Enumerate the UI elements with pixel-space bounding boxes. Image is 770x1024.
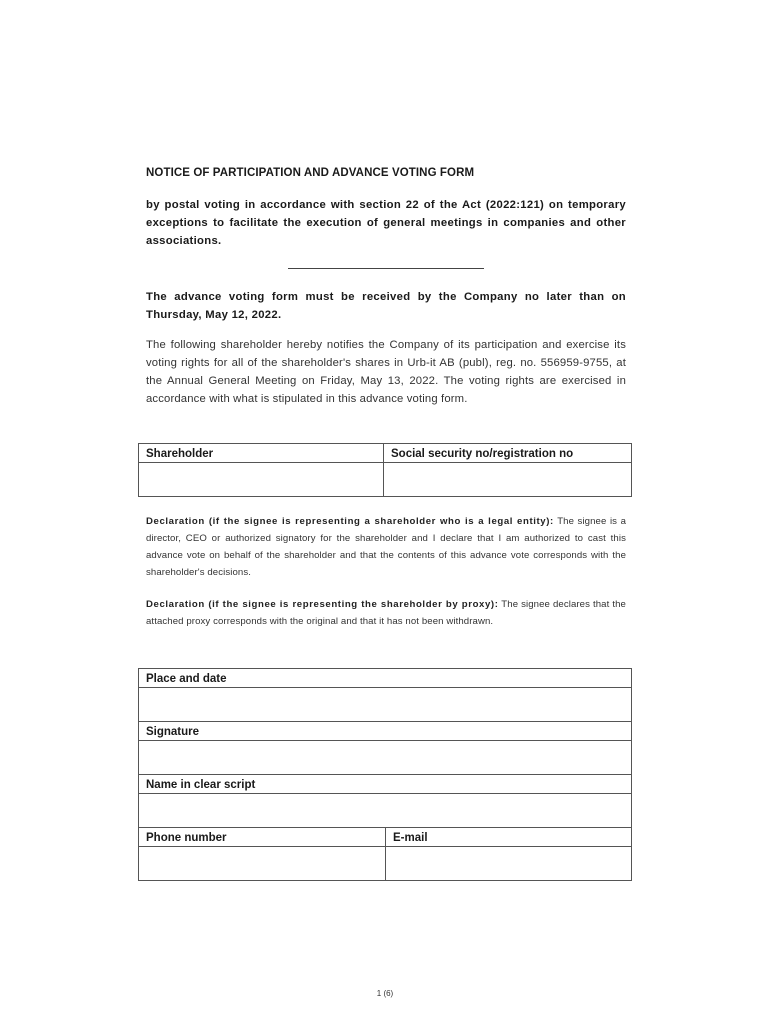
ssn-field[interactable] <box>384 463 632 497</box>
declaration-proxy-text: The signee declares that the attached proxy corresponds with the original and that it has not been withdrawn. <box>146 599 626 627</box>
signature-label: Signature <box>146 726 200 738</box>
ssn-label: Social security no/registration no <box>391 448 574 460</box>
shareholder-field[interactable] <box>139 463 384 497</box>
declaration-proxy-lead: Declaration (if the signee is representing the shareholder by proxy): <box>146 599 499 610</box>
signature-table <box>138 668 632 881</box>
place-date-field[interactable] <box>139 688 632 722</box>
shareholder-header-cell <box>139 444 384 463</box>
intro-paragraph: The following shareholder hereby notifies the Company of its participation and exercise its voting rights for all of the shareholder's shares in Urb-it AB (publ), reg. no. 556959-9755, at the Annual General Meeting on Friday, May 13, 2022. The voting rights are exercised in accordance with what is stipulated in this advance voting form. <box>146 339 626 405</box>
ssn-header-cell <box>384 444 632 463</box>
deadline-notice: The advance voting form must be received by the Company no later than on Thursday, May 12, 2022. <box>146 291 626 321</box>
form-title: NOTICE OF PARTICIPATION AND ADVANCE VOTING FORM <box>146 167 475 179</box>
page-number: 1 (6) <box>376 989 394 998</box>
phone-field[interactable] <box>139 847 386 881</box>
signature-field[interactable] <box>139 741 632 775</box>
declaration-legal-entity <box>146 513 626 581</box>
place-date-header-cell <box>139 669 632 688</box>
form-subtitle: by postal voting in accordance with section 22 of the Act (2022:121) on temporary exceptions to facilitate the execution of general meetings in companies and other associations. <box>146 199 626 247</box>
shareholder-table <box>138 443 632 497</box>
declaration-proxy <box>146 596 626 630</box>
name-label: Name in clear script <box>146 779 256 791</box>
divider <box>288 268 484 269</box>
declaration-legal-entity-lead: Declaration (if the signee is representing a shareholder who is a legal entity): <box>146 516 554 527</box>
phone-label: Phone number <box>146 832 227 844</box>
email-label: E-mail <box>393 832 428 844</box>
shareholder-label: Shareholder <box>146 448 214 460</box>
name-field[interactable] <box>139 794 632 828</box>
email-header-cell <box>386 828 632 847</box>
phone-header-cell <box>139 828 386 847</box>
place-date-label: Place and date <box>146 673 227 685</box>
email-field[interactable] <box>386 847 632 881</box>
signature-header-cell <box>139 722 632 741</box>
name-header-cell <box>139 775 632 794</box>
declaration-legal-entity-text: The signee is a director, CEO or authorized signatory for the shareholder and I declare that I am authorized to cast this advance vote on behalf of the shareholder and that the contents of this advance vote corresponds with the shareholder's decisions. <box>146 516 627 578</box>
